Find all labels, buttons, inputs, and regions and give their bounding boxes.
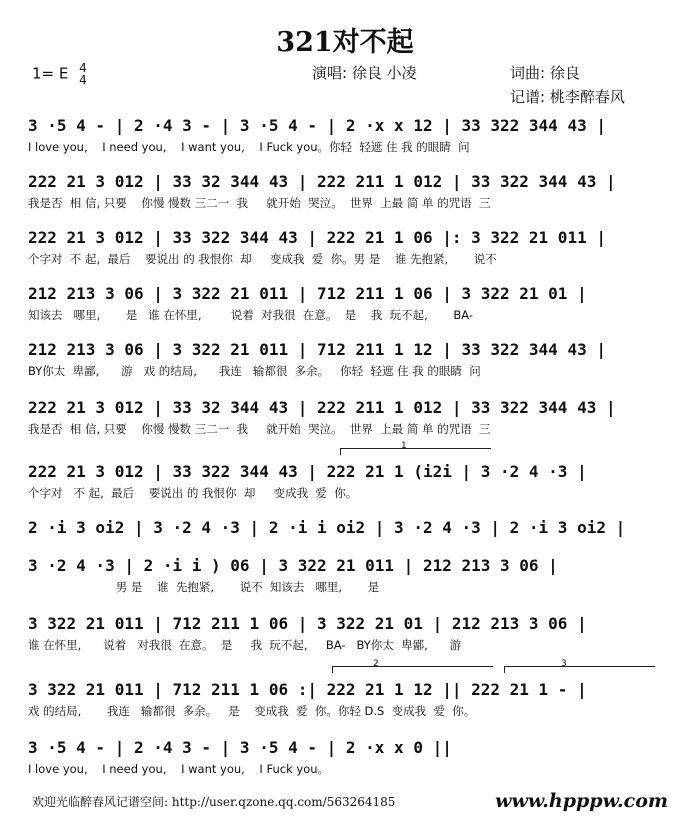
notation-line: 222 21 3 012 | 33 322 344 43 | 222 21 1 06 |: 3 322 21 011 |	[28, 228, 606, 247]
lyrics-line: 我是否 相 信, 只要 你慢 慢数 三二一 我 就开始 哭泣。 世界 上最 简 单 的咒语 三	[28, 196, 491, 210]
composer-credit: 词曲: 徐良	[510, 64, 580, 82]
notation-line: 222 21 3 012 | 33 32 344 43 | 222 211 1 012 | 33 322 344 43 |	[28, 172, 616, 191]
transcriber-credit: 记谱: 桃李醉春风	[510, 88, 625, 106]
lyrics-line: I love you, I need you, I want you, I Fuck you。你轻 轻遮 住 我 的眼睛 问	[28, 140, 470, 154]
notation-line: 3 ·5 4 - | 2 ·4 3 - | 3 ·5 4 - | 2 ·x x 0 ||	[28, 738, 452, 757]
volta-number: 1	[401, 441, 407, 451]
volta-bracket-2	[332, 659, 493, 673]
notation-line: 222 21 3 012 | 33 32 344 43 | 222 211 1 012 | 33 322 344 43 |	[28, 398, 616, 417]
volta-number: 3	[561, 659, 567, 669]
lyrics-line: 知该去 哪里, 是 谁 在怀里, 说着 对我很 在意。 是 我 玩不起, BA-	[28, 308, 473, 322]
volta-number: 2	[373, 659, 379, 669]
site-logo: www.hpppw.com	[495, 790, 668, 812]
lyrics-line: BY你太 卑鄙, 游 戏 的结局, 我连 输都很 多余。 你轻 轻遮 住 我 的眼睛 问	[28, 364, 481, 378]
notation-line: 212 213 3 06 | 3 322 21 011 | 712 211 1 12 | 33 322 344 43 |	[28, 340, 606, 359]
notation-line: 3 ·2 4 ·3 | 2 ·i i ) 06 | 3 322 21 011 | 212 213 3 06 |	[28, 556, 558, 575]
lyrics-line: 我是否 相 信, 只要 你慢 慢数 三二一 我 就开始 哭泣。 世界 上最 简 单 的咒语 三	[28, 422, 491, 436]
lyrics-line: 戏 的结局, 我连 输都很 多余。 是 变成我 爱 你。你轻 D.S 变成我 爱 你。	[28, 704, 476, 718]
notation-line: 3 322 21 011 | 712 211 1 06 | 3 322 21 01 | 212 213 3 06 |	[28, 614, 587, 633]
notation-line: 3 322 21 011 | 712 211 1 06 :| 222 21 1 12 || 222 21 1 - |	[28, 680, 587, 699]
time-top: 4	[79, 61, 87, 75]
volta-bracket-1	[340, 441, 491, 455]
lyrics-line: 个字对 不 起, 最后 要说出 的 我恨你 却 变成我 爱 你。	[28, 486, 358, 500]
lyrics-line: 男 是 谁 先抱紧, 说不 知该去 哪里, 是	[28, 580, 380, 594]
key-label: 1= E	[32, 64, 69, 83]
footer-credit: 欢迎光临醉春风记谱空间: http://user.qzone.qq.com/563264185	[32, 795, 396, 809]
notation-line: 222 21 3 012 | 33 322 344 43 | 222 21 1 (i2i | 3 ·2 4 ·3 |	[28, 462, 587, 481]
volta-bracket-3	[504, 659, 655, 673]
notation-line: 3 ·5 4 - | 2 ·4 3 - | 3 ·5 4 - | 2 ·x x 12 | 33 322 344 43 |	[28, 116, 606, 135]
lyrics-line: 谁 在怀里, 说着 对我很 在意。 是 我 玩不起, BA- BY你太 卑鄙, 游	[28, 638, 462, 652]
lyrics-line: I love you, I need you, I want you, I Fuck you。	[28, 762, 330, 776]
singer-credit: 演唱: 徐良 小凌	[312, 64, 417, 82]
song-title: 321对不起	[276, 27, 414, 58]
time-bottom: 4	[79, 73, 87, 87]
lyrics-line: 个字对 不 起, 最后 要说出 的 我恨你 却 变成我 爱 你。男 是 谁 先抱紧, 说不	[28, 252, 497, 266]
notation-line: 212 213 3 06 | 3 322 21 011 | 712 211 1 06 | 3 322 21 01 |	[28, 284, 587, 303]
notation-line: 2 ·i 3 oi2 | 3 ·2 4 ·3 | 2 ·i i oi2 | 3 ·2 4 ·3 | 2 ·i 3 oi2 |	[28, 518, 626, 537]
key-signature	[32, 62, 87, 86]
time-signature	[79, 62, 87, 86]
